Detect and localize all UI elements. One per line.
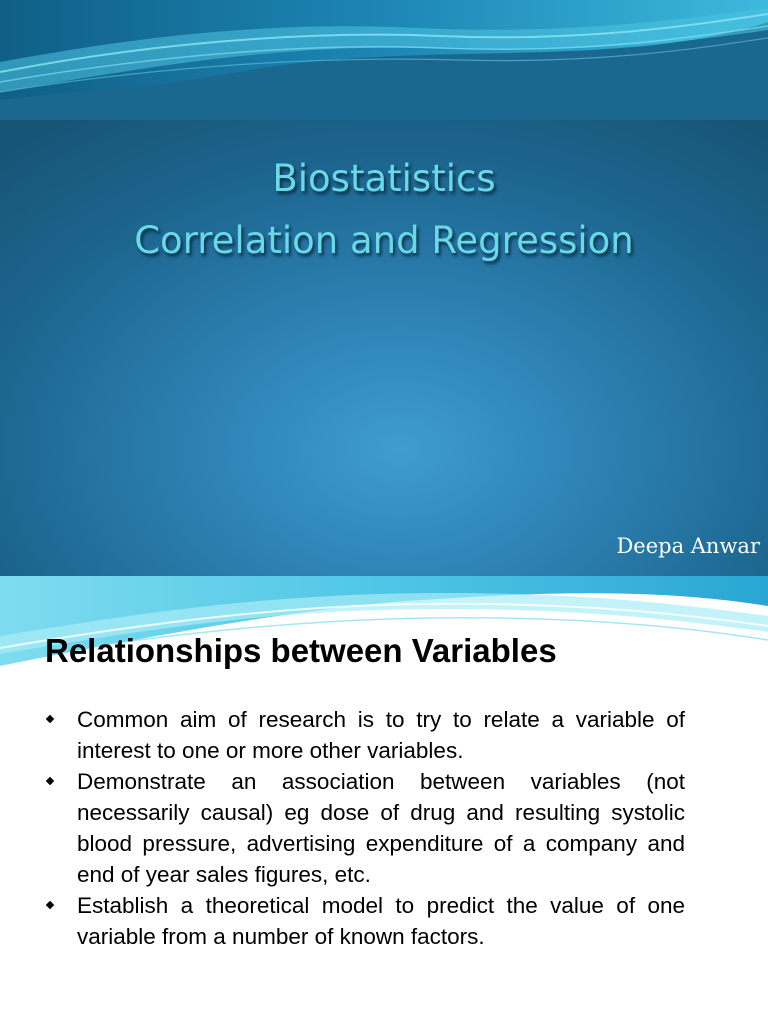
title-line-1: Biostatistics xyxy=(272,157,496,200)
list-item xyxy=(45,766,685,890)
bullet-list xyxy=(45,704,685,952)
list-item xyxy=(45,890,685,952)
content-slide xyxy=(0,576,768,1024)
slide-title xyxy=(0,148,768,272)
wave-decoration xyxy=(0,0,768,120)
diamond-bullet-icon xyxy=(46,777,54,785)
diamond-bullet-icon xyxy=(46,715,54,723)
list-item xyxy=(45,704,685,766)
slide-heading: Relationships between Variables xyxy=(45,632,557,669)
bullet-text: Establish a theoretical model to predict the value of one variable from a number of known factors. xyxy=(77,893,685,949)
diamond-bullet-icon xyxy=(46,901,54,909)
title-line-2: Correlation and Regression xyxy=(134,219,634,262)
bullet-text: Demonstrate an association between variables (not necessarily causal) eg dose of drug and resulting systolic blood pressure, advertising expenditure of a company and end of year sales figures, etc. xyxy=(77,769,685,887)
bullet-text: Common aim of research is to try to relate a variable of interest to one or more other variables. xyxy=(77,707,685,763)
author-name: Deepa Anwar xyxy=(616,534,760,558)
